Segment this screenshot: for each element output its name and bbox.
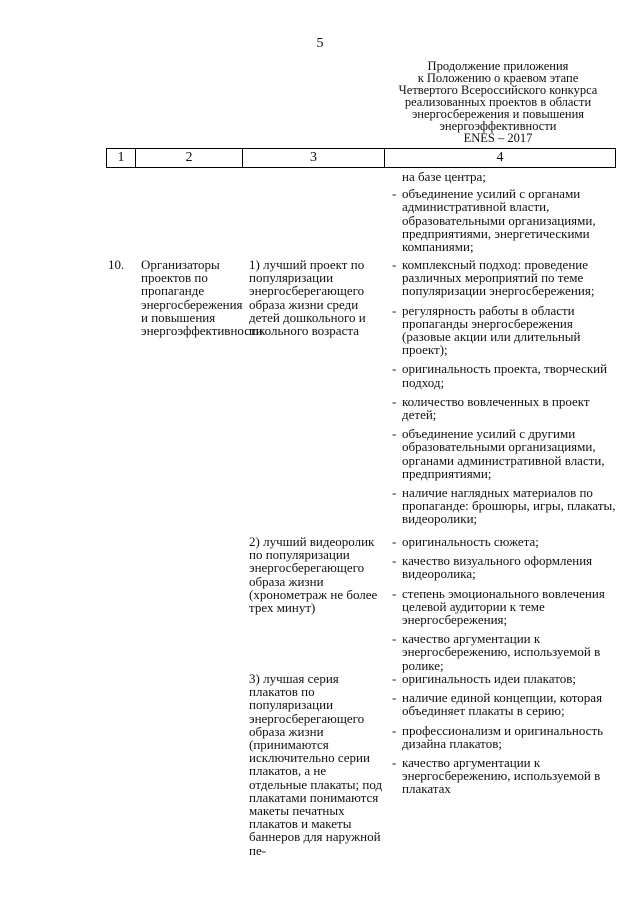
column-number-4: 4: [496, 150, 504, 165]
criterion: - объединение усилий с другими образовательными организациями, органами административной власти, предприятиями;: [392, 427, 618, 480]
row-number: 10.: [108, 257, 125, 272]
appendix-header: [380, 60, 616, 144]
criterion: - качество визуального оформления видеоролика;: [392, 554, 618, 580]
column-number-3: 3: [243, 149, 385, 167]
nomination-1: 1) лучший проект по популяризации энергосберегающего образа жизни среди детей дошкольного и школьного возраста: [249, 257, 366, 339]
criterion: - качество аргументации к энергосбережению, используемой в ролике;: [392, 632, 618, 672]
organizer-category: Организаторы проектов по пропаганде энергосбережения и повышения энергоэффективности: [141, 257, 263, 339]
criterion: - степень эмоционального вовлечения целевой аудитории к теме энергосбережения;: [392, 587, 618, 627]
criterion: - оригинальность проекта, творческий подход;: [392, 362, 618, 388]
criterion: на базе центра;: [402, 169, 486, 184]
header-line: к Положению о краевом этапе: [417, 71, 579, 85]
page-number: 5: [316, 36, 324, 51]
column-number-1: 1: [107, 149, 136, 167]
criterion: - оригинальность сюжета;: [392, 535, 618, 548]
nomination-2-criteria: [392, 535, 618, 678]
criterion: - оригинальность идеи плакатов;: [392, 672, 618, 685]
nomination-3: 3) лучшая серия плакатов по популяризации энергосберегающего образа жизни (принимаются исключительно серии плакатов, а не отдельные плакаты; под плакатами понимаются макеты печатных плакатов и макеты баннеров для наружной пе-: [249, 671, 383, 858]
criterion: - комплексный подход: проведение различных мероприятий по теме популяризации энергосбережения;: [392, 258, 618, 298]
criterion: - профессионализм и оригинальность дизайна плакатов;: [392, 724, 618, 750]
nomination-2: 2) лучший видеоролик по популяризации энергосберегающего образа жизни (хронометраж не более трех минут): [249, 534, 378, 616]
criterion: - количество вовлеченных в проект детей;: [392, 395, 618, 421]
nomination-1-criteria: [392, 258, 618, 532]
column-number-2: 2: [136, 149, 243, 167]
table-column-header: [106, 148, 616, 168]
header-line: реализованных проектов в области: [404, 95, 592, 109]
header-line: ENES – 2017: [463, 131, 533, 145]
nomination-3-criteria: [392, 672, 618, 802]
header-line: энергоэффективности: [439, 119, 557, 133]
header-line: Продолжение приложения: [427, 59, 569, 73]
carry-over-criteria: [392, 170, 618, 259]
criterion: - наличие наглядных материалов по пропаганде: брошюры, игры, плакаты, видеоролики;: [392, 486, 618, 526]
header-line: Четвертого Всероссийского конкурса: [398, 83, 598, 97]
criterion: - объединение усилий с органами административной власти, образовательными организациями, предприятиями, энергетическими компаниями;: [392, 187, 618, 253]
criterion: - качество аргументации к энергосбережению, используемой в плакатах: [392, 756, 618, 796]
criterion: - наличие единой концепции, которая объединяет плакаты в серию;: [392, 691, 618, 717]
header-line: энергосбережения и повышения: [411, 107, 585, 121]
criterion: - регулярность работы в области пропаганды энергосбережения (разовые акции или длительный проект);: [392, 304, 618, 357]
